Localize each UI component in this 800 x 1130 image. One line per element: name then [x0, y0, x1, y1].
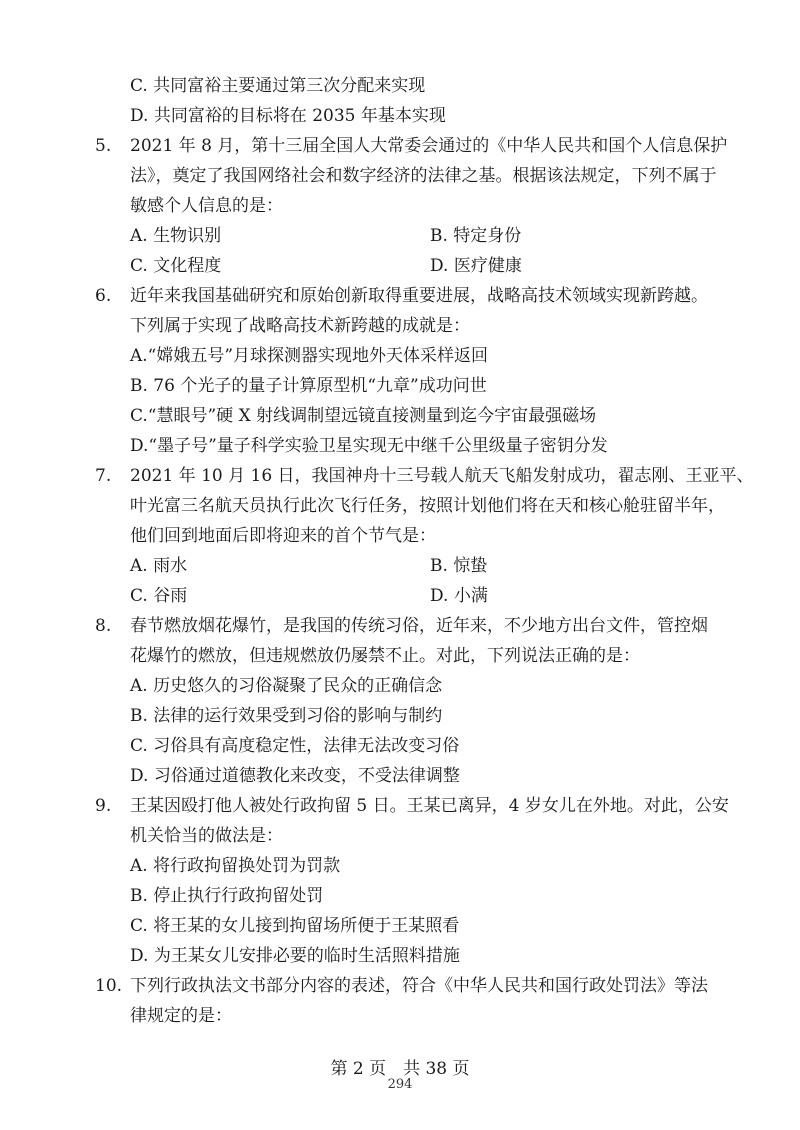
- q8-option-d: D. 习俗通过道德教化来改变，不受法律调整: [130, 766, 460, 786]
- q8-option-b: B. 法律的运行效果受到习俗的影响与制约: [130, 706, 443, 726]
- q10-stem-line2: 律规定的是：: [130, 1006, 232, 1026]
- q7-stem-line1: 2021 年 10 月 16 日，我国神舟十三号载人航天飞船发射成功，翟志刚、王亚平、: [130, 466, 754, 486]
- q5-option-a: A. 生物识别: [130, 226, 222, 246]
- q6-stem-line1: 近年来我国基础研究和原始创新取得重要进展，战略高技术领域实现新跨越。: [130, 286, 708, 306]
- q9-option-d: D. 为王某女儿安排必要的临时生活照料措施: [130, 946, 460, 966]
- q8-option-c: C. 习俗具有高度稳定性，法律无法改变习俗: [130, 736, 460, 756]
- q9-number: 9.: [95, 796, 112, 816]
- page-label: 第 2 页 共 38 页: [330, 1059, 470, 1079]
- q6-stem-line2: 下列属于实现了战略高技术新跨越的成就是：: [130, 316, 470, 336]
- q5-number: 5.: [95, 136, 112, 156]
- q7-option-d: D. 小满: [430, 586, 488, 606]
- q8-stem-line1: 春节燃放烟花爆竹，是我国的传统习俗，近年来，不少地方出台文件，管控烟: [130, 616, 708, 636]
- q5-stem-line1: 2021 年 8 月，第十三届全国人大常委会通过的《中华人民共和国个人信息保护: [130, 136, 728, 156]
- q5-stem-line2: 法》，奠定了我国网络社会和数字经济的法律之基。根据该法规定，下列不属于: [130, 166, 717, 186]
- q9-stem-line2: 机关恰当的做法是：: [130, 826, 283, 846]
- q8-option-a: A. 历史悠久的习俗凝聚了民众的正确信念: [130, 676, 443, 696]
- q6-option-b: B. 76 个光子的量子计算原型机“九章”成功问世: [130, 376, 487, 396]
- q6-number: 6.: [95, 286, 112, 306]
- q6-option-d: D.“墨子号”量子科学实验卫星实现无中继千公里级量子密钥分发: [130, 436, 608, 456]
- q7-number: 7.: [95, 466, 112, 486]
- q5-stem-line3: 敏感个人信息的是：: [130, 196, 283, 216]
- q4-option-d: D. 共同富裕的目标将在 2035 年基本实现: [130, 106, 446, 126]
- q7-stem-line2: 叶光富三名航天员执行此次飞行任务，按照计划他们将在天和核心舱驻留半年，: [130, 496, 725, 516]
- q10-stem-line1: 下列行政执法文书部分内容的表述，符合《中华人民共和国行政处罚法》等法: [130, 976, 708, 996]
- q9-option-c: C. 将王某的女儿接到拘留场所便于王某照看: [130, 916, 460, 936]
- q6-option-c: C.“慧眼号”硬 X 射线调制望远镜直接测量到迄今宇宙最强磁场: [130, 406, 597, 426]
- q7-stem-line3: 他们回到地面后即将迎来的首个节气是：: [130, 526, 436, 546]
- q9-stem-line1: 王某因殴打他人被处行政拘留 5 日。王某已离异，4 岁女儿在外地。对此，公安: [130, 796, 729, 816]
- q5-option-d: D. 医疗健康: [430, 256, 522, 276]
- q7-option-a: A. 雨水: [130, 556, 188, 576]
- q5-option-c: C. 文化程度: [130, 256, 222, 276]
- q9-option-b: B. 停止执行行政拘留处罚: [130, 886, 324, 906]
- q7-option-b: B. 惊蛰: [430, 556, 488, 576]
- q9-option-a: A. 将行政拘留换处罚为罚款: [130, 856, 341, 876]
- q7-option-c: C. 谷雨: [130, 586, 188, 606]
- q8-stem-line2: 花爆竹的燃放，但违规燃放仍屡禁不止。对此，下列说法正确的是：: [130, 646, 640, 666]
- q10-number: 10.: [95, 976, 123, 996]
- q8-number: 8.: [95, 616, 112, 636]
- q4-option-c: C. 共同富裕主要通过第三次分配来实现: [130, 76, 426, 96]
- q6-option-a: A.“嫦娥五号”月球探测器实现地外天体采样返回: [130, 346, 489, 366]
- page-number: 294: [387, 1077, 413, 1092]
- q5-option-b: B. 特定身份: [430, 226, 522, 246]
